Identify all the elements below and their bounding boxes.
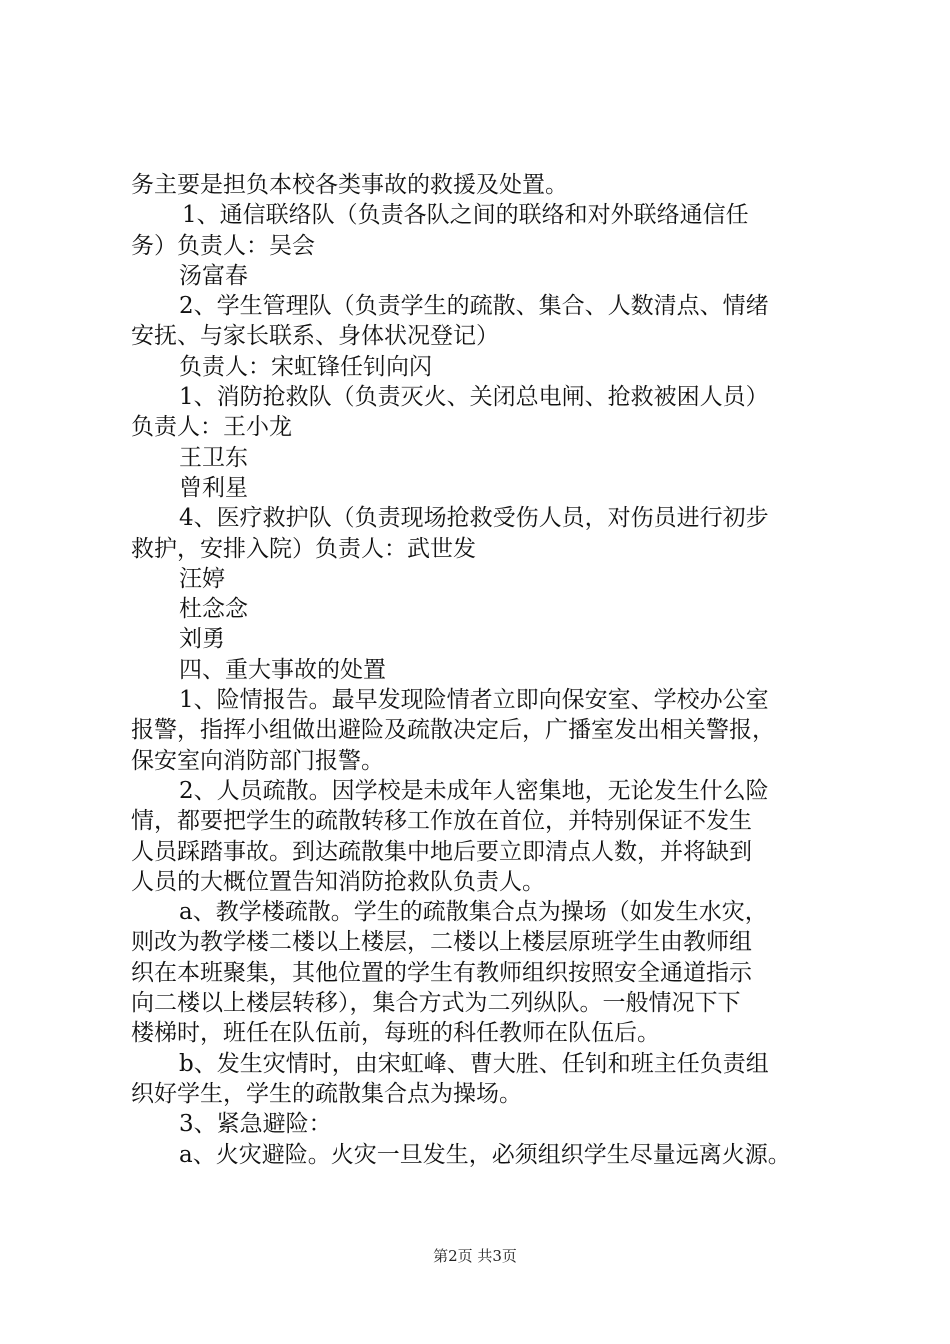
text-line: 向二楼以上楼层转移），集合方式为二列纵队。一般情况下下 [131, 990, 741, 1017]
text-line: 3、紧急避险： [179, 1111, 332, 1138]
text-line: 曾利星 [179, 474, 248, 501]
text-line: 2、人员疏散。因学校是未成年人密集地，无论发生什么险 [179, 777, 769, 804]
text-line: a、教学楼疏散。学生的疏散集合点为操场（如发生水灾， [179, 899, 768, 926]
text-line: 报警，指挥小组做出避险及疏散决定后，广播室发出相关警报， [131, 717, 775, 744]
document-body [131, 170, 831, 1170]
text-line: 保安室向消防部门报警。 [131, 747, 384, 774]
text-line: 织在本班聚集，其他位置的学生有教师组织按照安全通道指示 [131, 959, 752, 986]
page-footer: 第2页 共3页 [433, 1247, 517, 1265]
text-line: 1、险情报告。最早发现险情者立即向保安室、学校办公室 [179, 687, 769, 714]
text-line: 楼梯时，班任在队伍前，每班的科任教师在队伍后。 [131, 1020, 660, 1047]
text-line: 2、学生管理队（负责学生的疏散、集合、人数清点、情绪 [179, 293, 769, 320]
text-line: 则改为教学楼二楼以上楼层，二楼以上楼层原班学生由教师组 [131, 929, 752, 956]
text-line: b、发生灾情时，由宋虹峰、曹大胜、任钊和班主任负责组 [179, 1050, 769, 1077]
text-line: a、火灾避险。火灾一旦发生，必须组织学生尽量远离火源。 [179, 1141, 791, 1168]
text-line: 负责人：王小龙 [131, 414, 292, 441]
text-line: 人员踩踏事故。到达疏散集中地后要立即清点人数，并将缺到 [131, 838, 752, 865]
text-line: 人员的大概位置告知消防抢救队负责人。 [131, 868, 545, 895]
text-line: 织好学生，学生的疏散集合点为操场。 [131, 1080, 522, 1107]
text-line: 1、消防抢救队（负责灭火、关闭总电闸、抢救被困人员） [179, 384, 769, 411]
text-line: 汪婷 [179, 565, 225, 592]
text-line: 4、医疗救护队（负责现场抢救受伤人员，对伤员进行初步 [179, 505, 769, 532]
text-line: 王卫东 [179, 444, 248, 471]
text-line: 情，都要把学生的疏散转移工作放在首位，并特别保证不发生 [131, 808, 752, 835]
text-line: 救护，安排入院）负责人：武世发 [131, 535, 476, 562]
section-heading: 四、重大事故的处置 [179, 656, 386, 683]
text-line: 安抚、与家长联系、身体状况登记） [131, 323, 499, 350]
text-line: 负责人：宋虹锋任钊向闪 [179, 353, 432, 380]
text-line: 汤富春 [179, 262, 248, 289]
text-line: 务主要是担负本校各类事故的救援及处置。 [131, 172, 568, 198]
text-line: 务）负责人：吴会 [131, 232, 315, 259]
text-line: 杜念念 [179, 596, 248, 623]
text-line: 1、通信联络队（负责各队之间的联络和对外联络通信任 [182, 202, 749, 229]
text-line: 刘勇 [179, 626, 225, 653]
